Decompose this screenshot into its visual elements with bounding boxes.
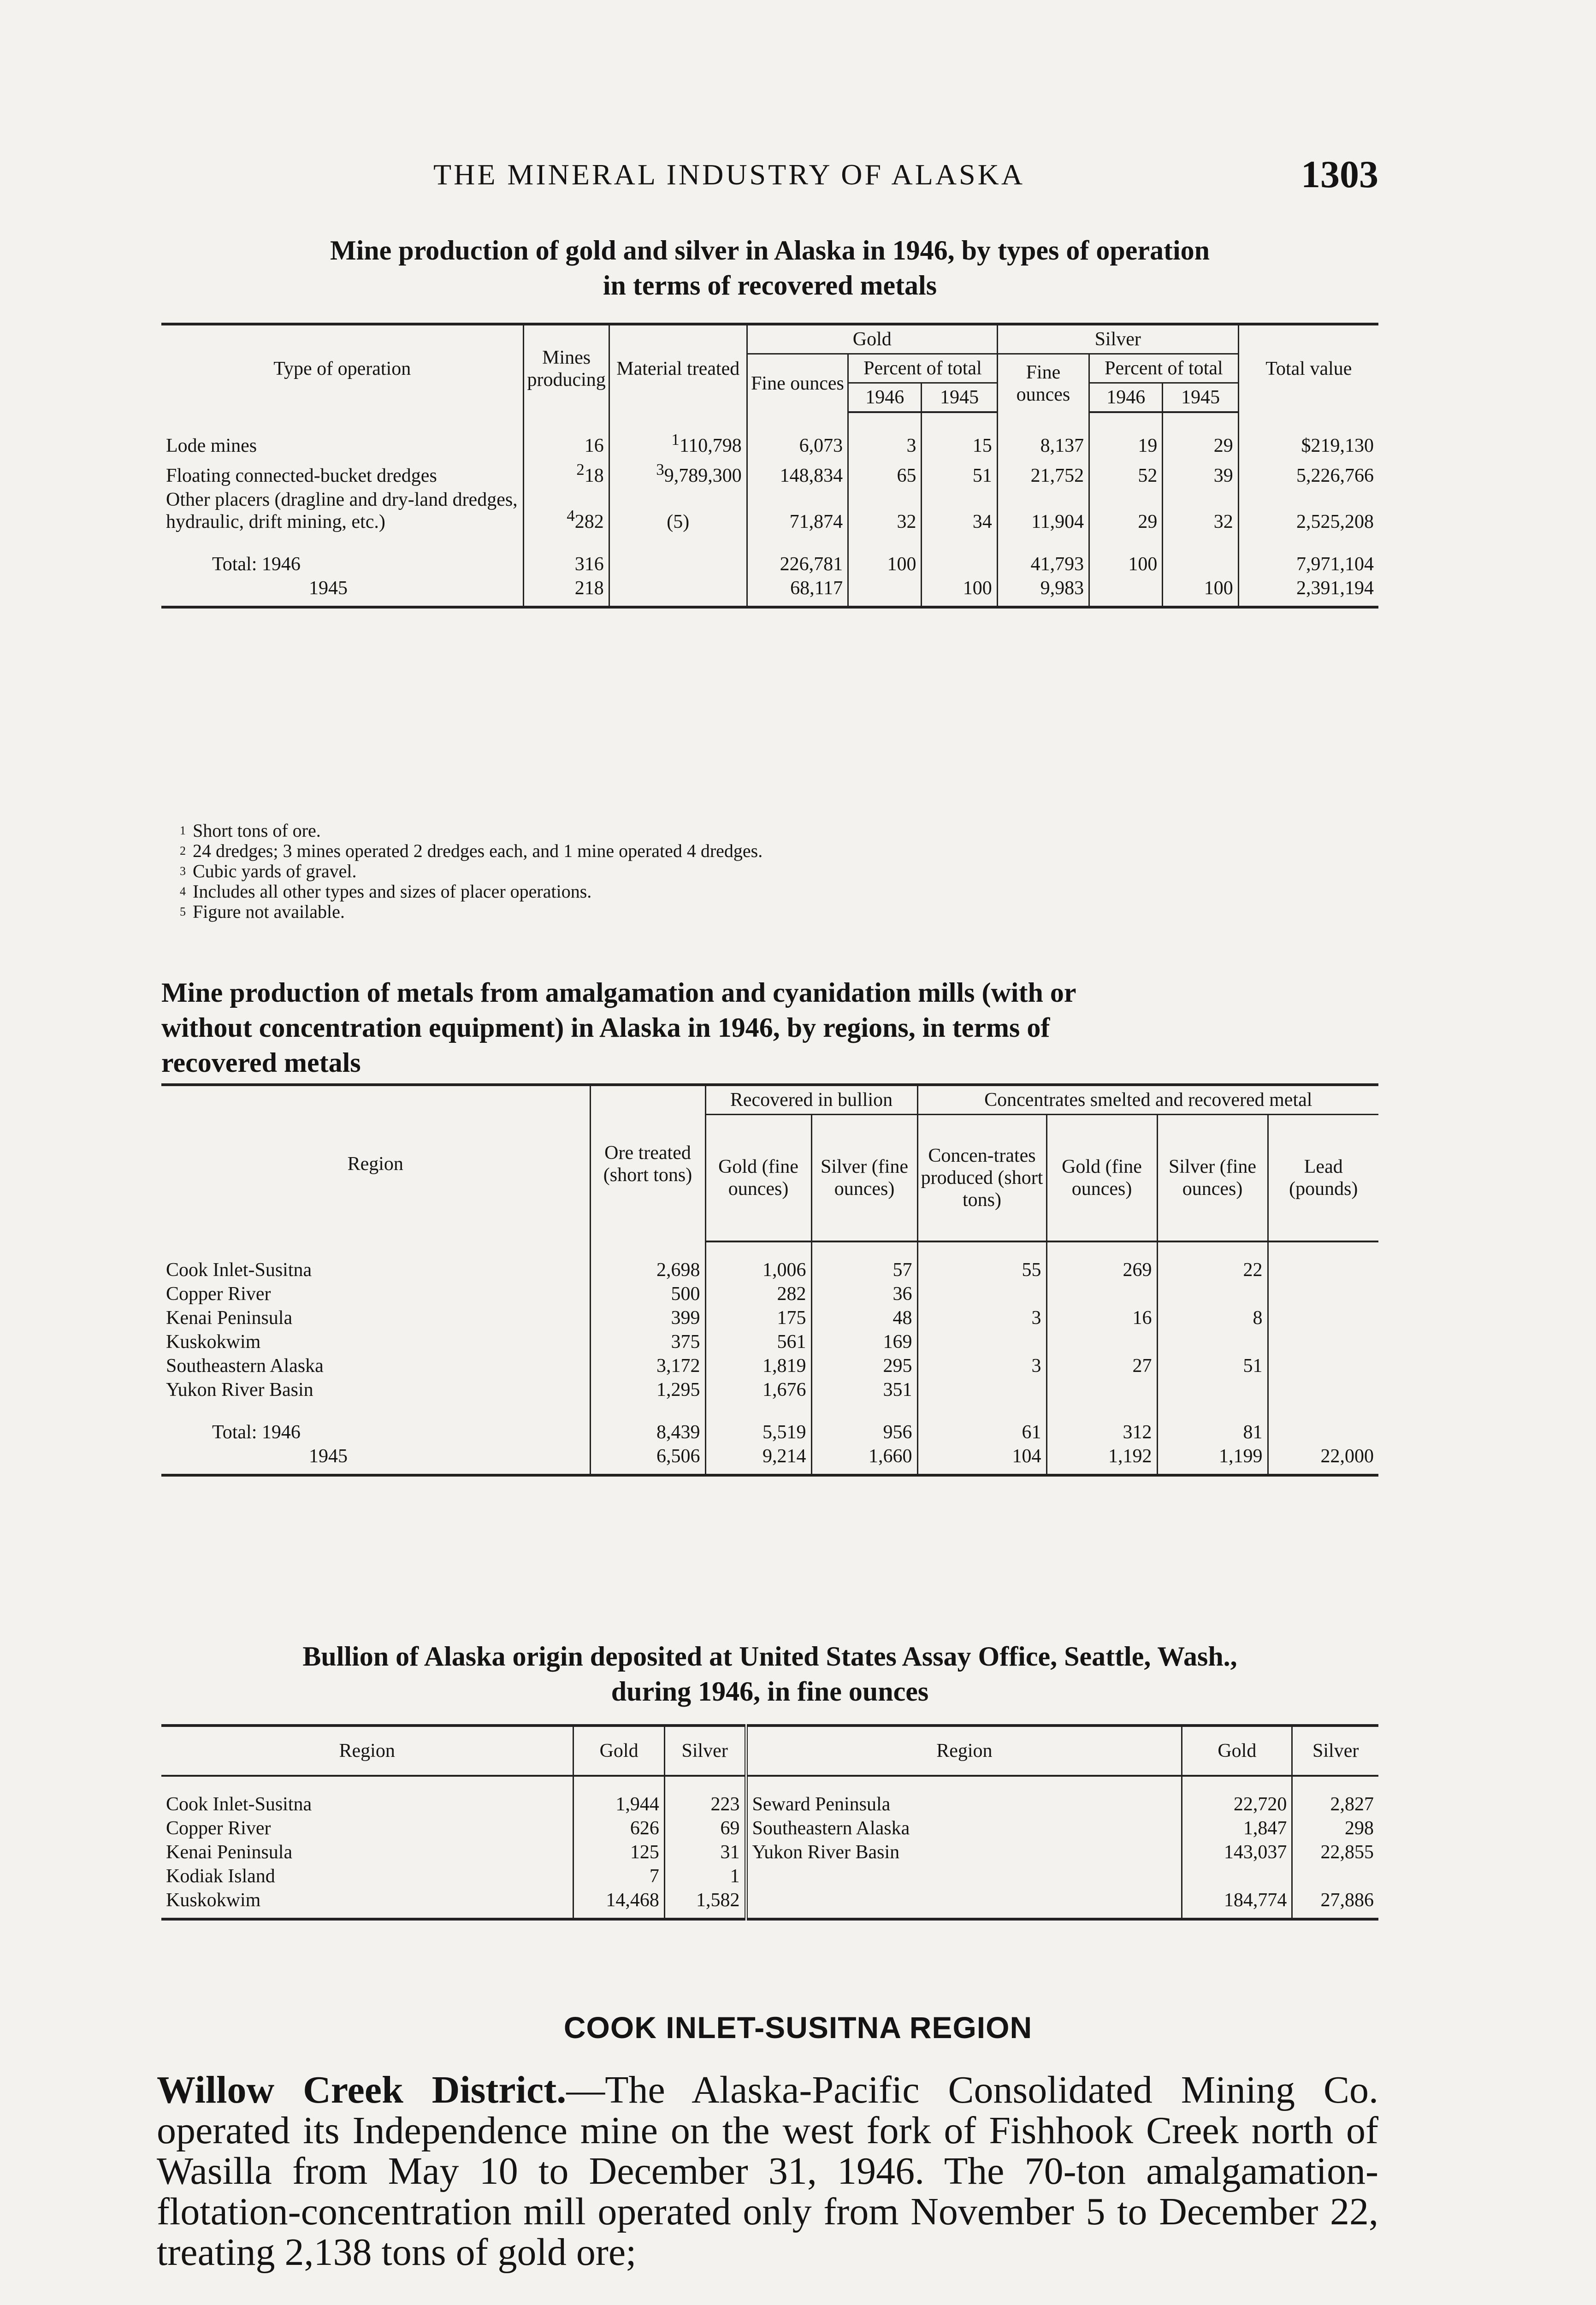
running-title: THE MINERAL INDUSTRY OF ALASKA [433, 158, 1025, 191]
t1-material [609, 576, 747, 607]
footnote: 2 24 dredges; 3 mines operated 2 dredges each, and 1 mine operated 4 dredges. [180, 840, 763, 861]
t2-silver: 295 [811, 1354, 917, 1378]
t3-right-region: Yukon River Basin [746, 1840, 1182, 1864]
t1-silver-pct-1945: 29 [1163, 412, 1238, 458]
t2-row-total-1946 [161, 1405, 1378, 1444]
t2-header-recovered-in-bullion: Recovered in bullion [705, 1085, 917, 1115]
t2-gold: 5,519 [705, 1405, 811, 1444]
t1-header-gold: Gold [747, 324, 997, 354]
t2-silver2: 51 [1157, 1354, 1268, 1378]
t1-silver-pct-1946: 29 [1089, 488, 1163, 537]
t1-header-gold-1945: 1945 [922, 383, 997, 413]
t2-gold: 1,006 [705, 1241, 811, 1282]
t1-gold-oz: 148,834 [747, 458, 848, 488]
t2-header-concentrates: Concen-trates produced (short tons) [917, 1115, 1046, 1242]
t2-header-concentrates-group: Concentrates smelted and recovered metal [917, 1085, 1378, 1115]
t1-gold-pct-1945: 100 [922, 576, 997, 607]
t3-right-silver: 2,827 [1292, 1776, 1378, 1816]
t1-material [609, 537, 747, 576]
t1-header-material-treated: Material treated [609, 324, 747, 412]
footnote: 4 Includes all other types and sizes of placer operations. [180, 881, 592, 902]
t2-header-silver: Silver (fine ounces) [811, 1115, 917, 1242]
t1-mines: 282 [574, 511, 604, 532]
table1-gold-silver-by-operation [161, 323, 1378, 609]
t1-total-value: 5,226,766 [1238, 458, 1378, 488]
t2-conc: 61 [917, 1405, 1046, 1444]
t2-gold2: 16 [1046, 1306, 1157, 1330]
t1-row-total-1945 [161, 576, 1378, 607]
t1-row-label: Lode mines [166, 435, 257, 456]
t1-header-silver-1945: 1945 [1163, 383, 1238, 413]
t2-conc: 3 [917, 1354, 1046, 1378]
t2-header-lead: Lead (pounds) [1268, 1115, 1378, 1242]
t2-region: Copper River [166, 1283, 271, 1305]
t1-row-label: Other placers (dragline and dry-land dredges, hydraulic, drift mining, etc.) [166, 489, 518, 532]
t1-header-type-of-operation: Type of operation [161, 324, 524, 412]
t2-ore: 3,172 [590, 1354, 705, 1378]
t2-silver2 [1157, 1282, 1268, 1306]
table2-caption-line3: recovered metals [161, 1047, 361, 1078]
t1-silver-pct-1945 [1163, 537, 1238, 576]
t2-gold2 [1046, 1282, 1157, 1306]
t1-silver-pct-1946 [1089, 576, 1163, 607]
t2-ore: 8,439 [590, 1405, 705, 1444]
t2-gold: 175 [705, 1306, 811, 1330]
t2-gold2 [1046, 1378, 1157, 1405]
t3-right-region: Southeastern Alaska [746, 1816, 1182, 1840]
t1-material: 110,798 [679, 435, 742, 456]
t1-header-mines-producing: Mines producing [524, 324, 609, 412]
t2-region: Total: 1946 [212, 1422, 301, 1443]
t2-conc: 104 [917, 1444, 1046, 1475]
t3-left-silver: 69 [664, 1816, 746, 1840]
t2-gold: 561 [705, 1330, 811, 1354]
t2-conc [917, 1378, 1046, 1405]
t3-row [161, 1888, 1378, 1919]
t2-row [161, 1241, 1378, 1282]
t2-region: 1945 [161, 1444, 590, 1475]
t2-gold2: 312 [1046, 1405, 1157, 1444]
table3-caption-line2: during 1946, in fine ounces [611, 1676, 929, 1707]
t1-gold-oz: 68,117 [747, 576, 848, 607]
t2-silver: 1,660 [811, 1444, 917, 1475]
table3-bullion-deposited [161, 1724, 1378, 1921]
t2-lead [1268, 1241, 1378, 1282]
table2-mill-production-by-region [161, 1083, 1378, 1477]
t2-gold: 1,676 [705, 1378, 811, 1405]
t1-mines: 18 [584, 465, 604, 486]
t2-silver: 956 [811, 1405, 917, 1444]
t2-silver2 [1157, 1330, 1268, 1354]
footnote: 5 Figure not available. [180, 901, 345, 922]
t2-row [161, 1282, 1378, 1306]
t1-gold-pct-1945 [922, 537, 997, 576]
t1-header-silver-fine-ounces: Fine ounces [997, 354, 1089, 413]
table3-caption-line1: Bullion of Alaska origin deposited at United States Assay Office, Seattle, Wash., [302, 1641, 1237, 1672]
t2-conc [917, 1282, 1046, 1306]
t2-header-gold2: Gold (fine ounces) [1046, 1115, 1157, 1242]
t1-mines: 218 [524, 576, 609, 607]
t1-silver-oz: 8,137 [997, 412, 1089, 458]
t1-material-note: 3 [656, 461, 664, 479]
t1-header-gold-fine-ounces: Fine ounces [747, 354, 848, 413]
t1-gold-oz: 71,874 [747, 488, 848, 537]
t3-left-gold: 1,944 [573, 1776, 664, 1816]
t2-lead [1268, 1405, 1378, 1444]
t2-ore: 6,506 [590, 1444, 705, 1475]
t1-mines: 16 [524, 412, 609, 458]
t1-row-lode-mines [161, 412, 1378, 458]
t2-header-ore-treated: Ore treated (short tons) [590, 1085, 705, 1241]
t1-gold-pct-1945: 15 [922, 412, 997, 458]
t1-total-value: $219,130 [1238, 412, 1378, 458]
t2-ore: 2,698 [590, 1241, 705, 1282]
t2-ore: 1,295 [590, 1378, 705, 1405]
footnote: 3 Cubic yards of gravel. [180, 861, 357, 881]
t1-row-label: Floating connected-bucket dredges [166, 465, 437, 486]
t2-lead [1268, 1306, 1378, 1330]
t2-conc: 55 [917, 1241, 1046, 1282]
t1-header-gold-percent: Percent of total [848, 354, 998, 383]
t2-gold: 1,819 [705, 1354, 811, 1378]
t1-gold-pct-1946: 65 [848, 458, 922, 488]
t2-ore: 500 [590, 1282, 705, 1306]
table3-caption [161, 1639, 1378, 1709]
t2-silver: 36 [811, 1282, 917, 1306]
t3-left-region: Kuskokwim [161, 1888, 573, 1919]
t2-region: Southeastern Alaska [166, 1355, 324, 1377]
t2-region: Kenai Peninsula [166, 1307, 293, 1329]
t2-silver: 351 [811, 1378, 917, 1405]
t2-row [161, 1330, 1378, 1354]
t3-header-region-right: Region [746, 1726, 1182, 1776]
t1-row-other-placers [161, 488, 1378, 537]
t2-ore: 375 [590, 1330, 705, 1354]
district-name: Willow Creek District. [157, 2069, 567, 2111]
t1-gold-pct-1946: 3 [848, 412, 922, 458]
t2-region: Kuskokwim [166, 1331, 261, 1353]
t3-left-silver: 223 [664, 1776, 746, 1816]
paragraph-text: —The Alaska-Pacific Consolidated Mining Co. operated its Independence mine on the west fork of Fishhook Creek north of Wasilla from May 10 to December 31, 1946. The 70-ton amalgamation-flotation-concentration mill operated only from November 5 to December 22, treating 2,138 tons of gold ore; [157, 2069, 1378, 2274]
t3-row [161, 1864, 1378, 1888]
t3-left-region: Kenai Peninsula [166, 1842, 293, 1863]
t2-lead [1268, 1330, 1378, 1354]
t1-silver-oz: 21,752 [997, 458, 1089, 488]
t3-right-gold: 143,037 [1182, 1840, 1292, 1864]
t2-header-gold: Gold (fine ounces) [705, 1115, 811, 1242]
t1-silver-pct-1945: 39 [1163, 458, 1238, 488]
t1-silver-pct-1945: 32 [1163, 488, 1238, 537]
t3-left-silver: 1 [664, 1864, 746, 1888]
t2-conc: 3 [917, 1306, 1046, 1330]
t2-row [161, 1306, 1378, 1330]
t2-gold2: 269 [1046, 1241, 1157, 1282]
t1-row-label: Total: 1946 [212, 554, 301, 575]
t2-row [161, 1378, 1378, 1405]
t3-header-silver-right: Silver [1292, 1726, 1378, 1776]
t3-left-region: Cook Inlet-Susitna [166, 1794, 312, 1815]
t2-gold2: 27 [1046, 1354, 1157, 1378]
t3-right-region: Seward Peninsula [746, 1776, 1182, 1816]
t1-silver-pct-1946: 52 [1089, 458, 1163, 488]
t2-row [161, 1354, 1378, 1378]
t3-row [161, 1816, 1378, 1840]
t3-right-silver: 27,886 [1292, 1888, 1378, 1919]
t1-gold-pct-1946 [848, 576, 922, 607]
t1-mines-note: 4 [567, 507, 575, 525]
t1-row-floating-dredges [161, 458, 1378, 488]
t3-left-region: Copper River [166, 1818, 271, 1839]
t1-total-value: 2,525,208 [1238, 488, 1378, 537]
table2-caption-line1: Mine production of metals from amalgamation and cyanidation mills (with or [161, 977, 1076, 1008]
t2-row-total-1945 [161, 1444, 1378, 1475]
t2-region: Cook Inlet-Susitna [166, 1259, 312, 1281]
t3-right-region [746, 1864, 1182, 1888]
t2-header-region: Region [161, 1085, 590, 1241]
t2-silver2: 8 [1157, 1306, 1268, 1330]
t2-silver2: 81 [1157, 1405, 1268, 1444]
t3-right-region [746, 1888, 1182, 1919]
t3-header-silver-left: Silver [664, 1726, 746, 1776]
t2-lead [1268, 1282, 1378, 1306]
t1-gold-oz: 6,073 [747, 412, 848, 458]
t2-gold: 9,214 [705, 1444, 811, 1475]
t1-mines: 316 [524, 537, 609, 576]
t1-gold-pct-1945: 51 [922, 458, 997, 488]
t1-silver-oz: 9,983 [997, 576, 1089, 607]
t3-right-silver: 22,855 [1292, 1840, 1378, 1864]
t1-total-value: 2,391,194 [1238, 576, 1378, 607]
t1-silver-pct-1946: 19 [1089, 412, 1163, 458]
t2-silver2 [1157, 1378, 1268, 1405]
t2-silver2: 22 [1157, 1241, 1268, 1282]
t2-gold2: 1,192 [1046, 1444, 1157, 1475]
t2-ore: 399 [590, 1306, 705, 1330]
t1-row-label: 1945 [161, 576, 524, 607]
t1-header-total-value: Total value [1238, 324, 1378, 412]
t2-silver2: 1,199 [1157, 1444, 1268, 1475]
t3-right-gold: 22,720 [1182, 1776, 1292, 1816]
page-number: 1303 [1301, 153, 1378, 196]
t3-header-region-left: Region [161, 1726, 573, 1776]
t1-row-total-1946 [161, 537, 1378, 576]
t3-left-gold: 626 [573, 1816, 664, 1840]
t1-material: 9,789,300 [664, 465, 742, 486]
table1-caption-line2: in terms of recovered metals [603, 270, 937, 301]
t1-gold-pct-1945: 34 [922, 488, 997, 537]
t3-left-gold: 14,468 [573, 1888, 664, 1919]
t3-row [161, 1776, 1378, 1816]
t2-lead: 22,000 [1268, 1444, 1378, 1475]
t2-header-silver2: Silver (fine ounces) [1157, 1115, 1268, 1242]
t2-lead [1268, 1378, 1378, 1405]
t1-material-note: 1 [671, 431, 680, 449]
t2-gold: 282 [705, 1282, 811, 1306]
table1-caption [161, 233, 1378, 303]
t1-silver-oz: 41,793 [997, 537, 1089, 576]
t1-gold-pct-1946: 100 [848, 537, 922, 576]
t3-right-gold: 1,847 [1182, 1816, 1292, 1840]
t1-total-value: 7,971,104 [1238, 537, 1378, 576]
t2-region: Yukon River Basin [166, 1379, 313, 1401]
t2-gold2 [1046, 1330, 1157, 1354]
t3-right-silver: 298 [1292, 1816, 1378, 1840]
t3-left-gold: 7 [573, 1864, 664, 1888]
t1-header-silver: Silver [997, 324, 1238, 354]
t1-header-silver-percent: Percent of total [1089, 354, 1239, 383]
t1-header-gold-1946: 1946 [848, 383, 922, 413]
body-paragraph [157, 2070, 1378, 2273]
running-head [157, 152, 1378, 203]
t3-header-gold-right: Gold [1182, 1726, 1292, 1776]
t2-lead [1268, 1354, 1378, 1378]
table2-caption [161, 975, 1378, 1080]
t3-right-gold: 184,774 [1182, 1888, 1292, 1919]
t1-material: (5) [609, 488, 747, 537]
table1-caption-line1: Mine production of gold and silver in Alaska in 1946, by types of operation [330, 235, 1210, 266]
t1-header-silver-1946: 1946 [1089, 383, 1163, 413]
t3-left-silver: 31 [664, 1840, 746, 1864]
footnote: 1 Short tons of ore. [180, 820, 321, 841]
t1-silver-pct-1945: 100 [1163, 576, 1238, 607]
t1-gold-oz: 226,781 [747, 537, 848, 576]
t3-row [161, 1840, 1378, 1864]
t3-right-silver [1292, 1864, 1378, 1888]
t3-left-gold: 125 [573, 1840, 664, 1864]
t3-left-region: Kodiak Island [166, 1866, 275, 1887]
t2-silver: 57 [811, 1241, 917, 1282]
t3-right-gold [1182, 1864, 1292, 1888]
t2-silver: 48 [811, 1306, 917, 1330]
t3-header-gold-left: Gold [573, 1726, 664, 1776]
t2-silver: 169 [811, 1330, 917, 1354]
t1-gold-pct-1946: 32 [848, 488, 922, 537]
table1-footnotes [180, 821, 1332, 922]
t1-mines-note: 2 [576, 461, 585, 479]
t2-conc [917, 1330, 1046, 1354]
section-heading: COOK INLET-SUSITNA REGION [563, 2010, 1033, 2045]
t3-left-silver: 1,582 [664, 1888, 746, 1919]
t1-silver-oz: 11,904 [997, 488, 1089, 537]
table2-caption-line2: without concentration equipment) in Alaska in 1946, by regions, in terms of [161, 1012, 1050, 1043]
t1-silver-pct-1946: 100 [1089, 537, 1163, 576]
